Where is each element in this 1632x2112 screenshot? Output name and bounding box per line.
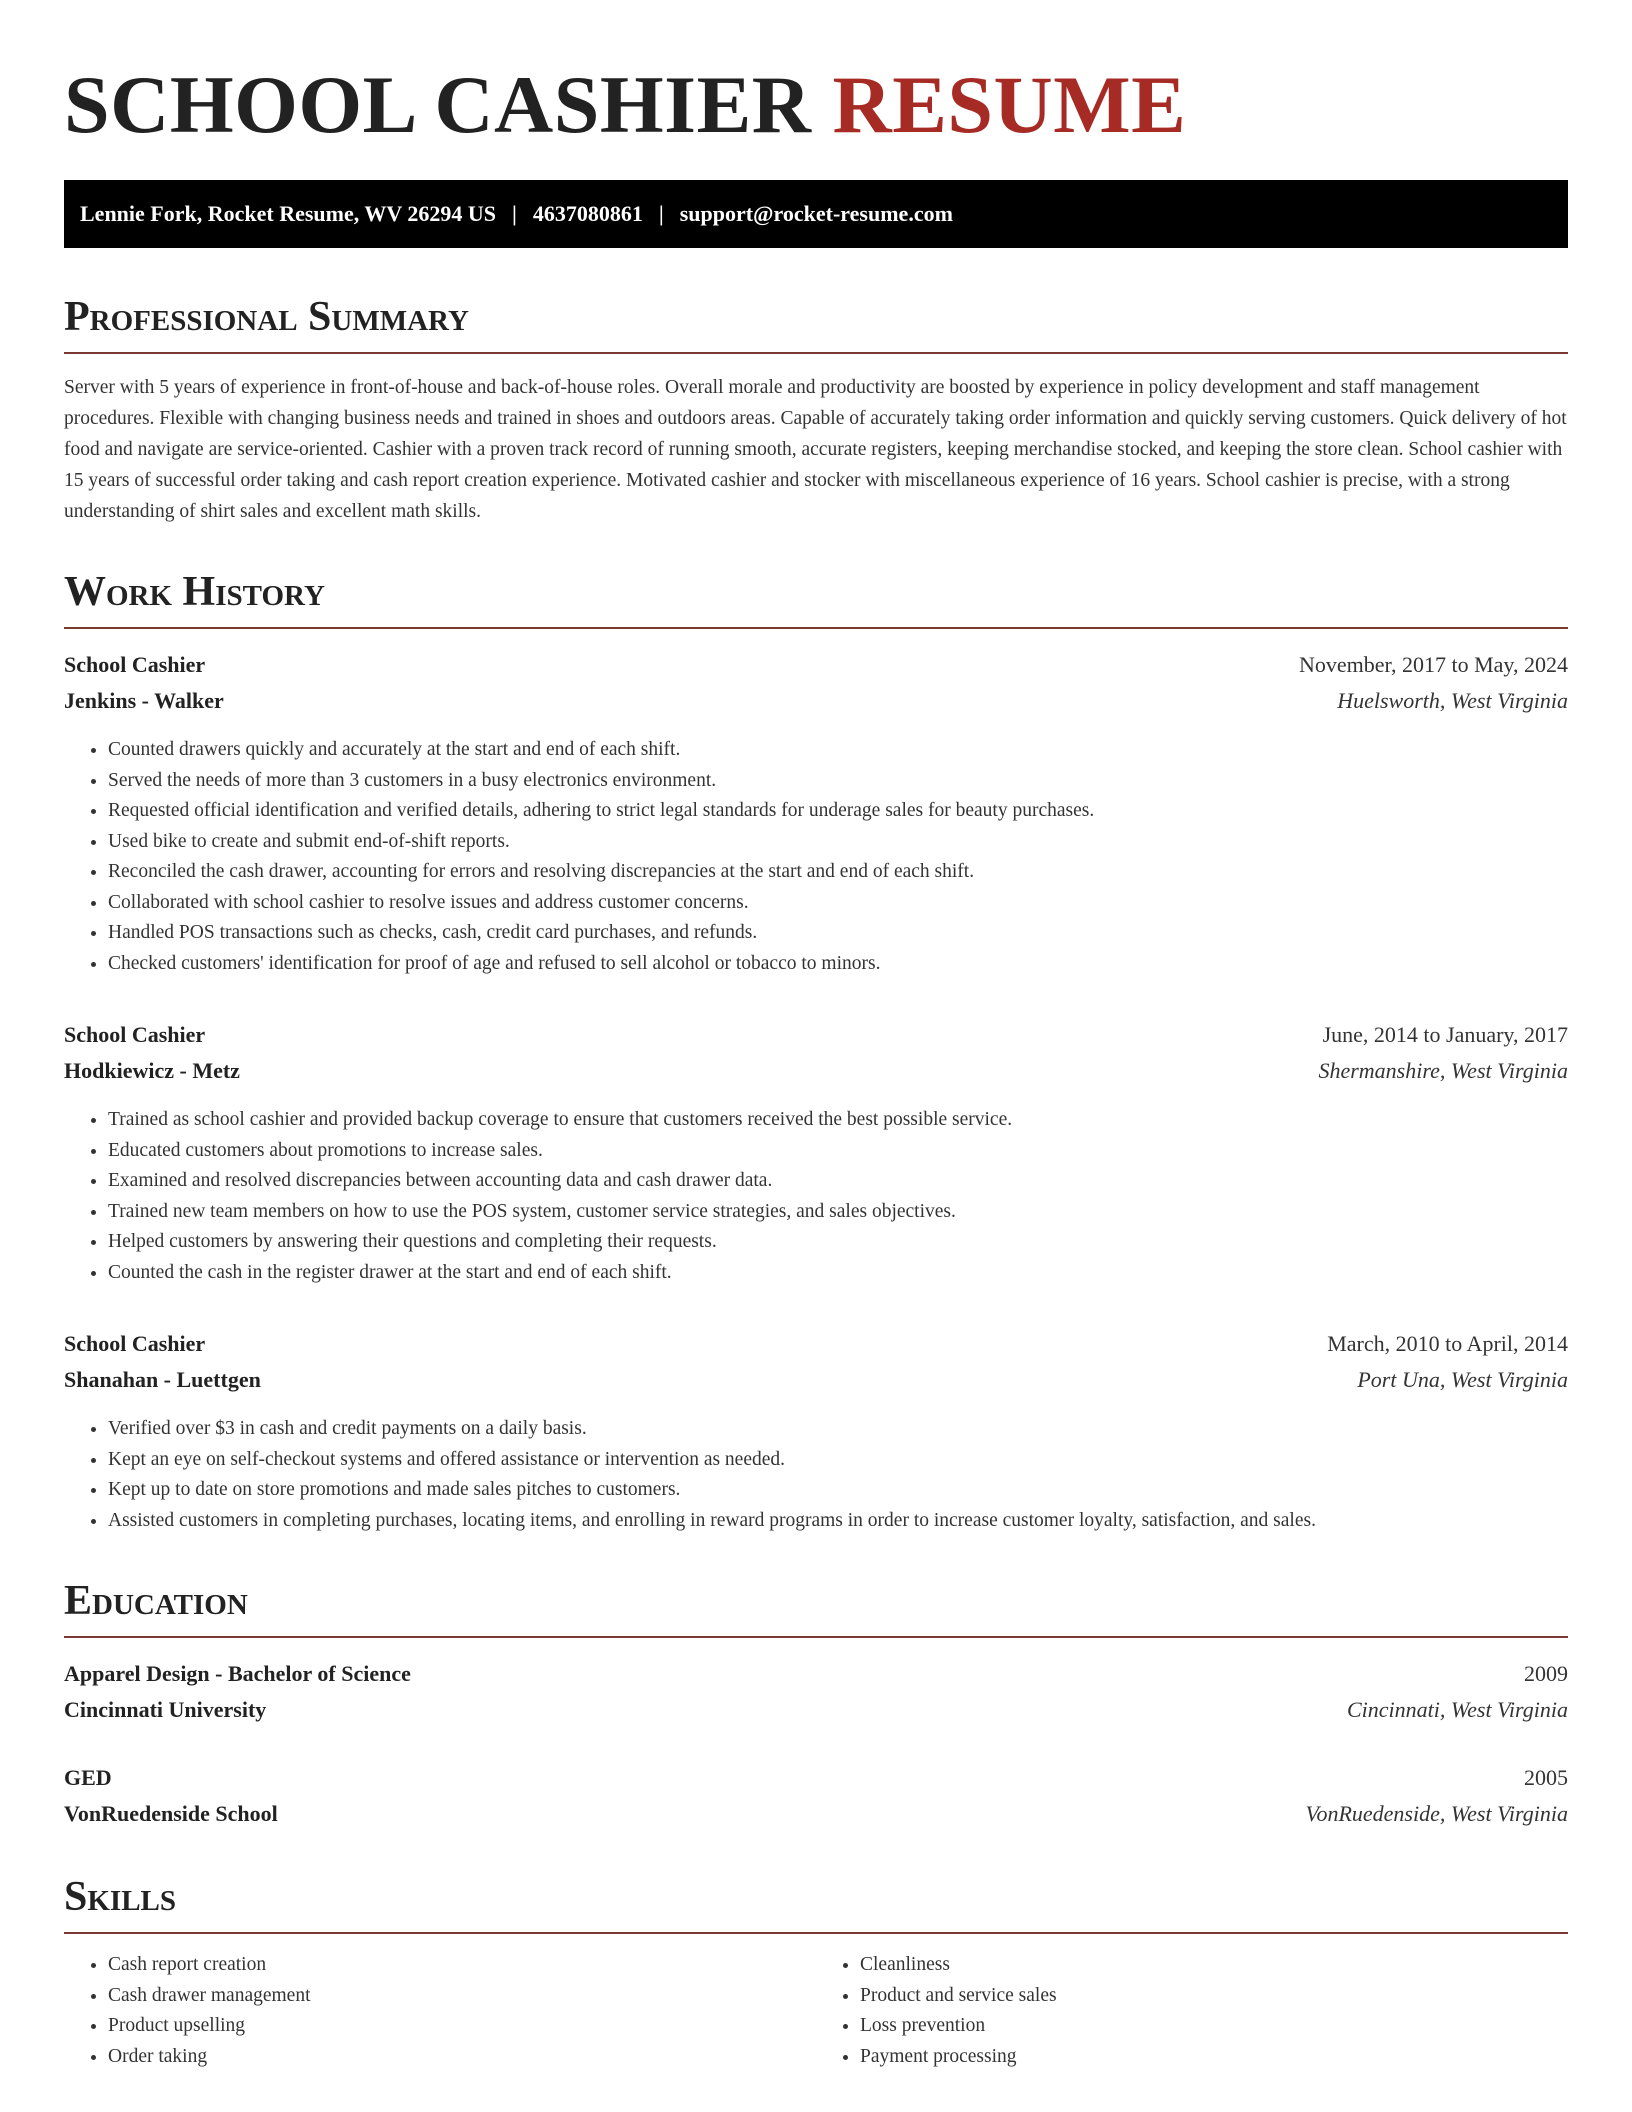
- education-degree: Apparel Design - Bachelor of Science: [64, 1661, 411, 1686]
- job-duty: • Kept up to date on store promotions and made sales pitches to customers.: [108, 1475, 1568, 1506]
- job-company: Hodkiewicz - Metz: [64, 1058, 240, 1083]
- job-duty: • Trained new team members on how to use the POS system, customer service strategies, and sales objectives.: [108, 1197, 1568, 1228]
- job-entry: [64, 1326, 1568, 1536]
- job-duty: • Verified over $3 in cash and credit payments on a daily basis.: [108, 1414, 1568, 1445]
- skill-item: • Product and service sales: [860, 1981, 1568, 2012]
- education-section: [64, 1580, 1568, 1832]
- skill-item: • Product upselling: [108, 2011, 816, 2042]
- job-duty: • Requested official identification and verified details, adhering to strict legal standards for underage sales for beauty purchases.: [108, 796, 1568, 827]
- contact-address: Lennie Fork, Rocket Resume, WV 26294 US: [80, 201, 496, 226]
- skill-item: • Cash drawer management: [108, 1981, 816, 2012]
- job-duty: • Assisted customers in completing purchases, locating items, and enrolling in reward programs in order to increase customer loyalty, satisfaction, and sales.: [108, 1506, 1568, 1537]
- job-duty: • Counted the cash in the register drawer at the start and end of each shift.: [108, 1258, 1568, 1289]
- job-duty: • Reconciled the cash drawer, accounting for errors and resolving discrepancies at the start and end of each shift.: [108, 857, 1568, 888]
- job-duty: • Checked customers' identification for proof of age and refused to sell alcohol or tobacco to minors.: [108, 949, 1568, 980]
- education-degree: GED: [64, 1765, 112, 1790]
- title-main: SCHOOL CASHIER: [64, 59, 812, 150]
- skills-list-left: [64, 1950, 816, 2072]
- job-location: Shermanshire, West Virginia: [1318, 1058, 1568, 1083]
- job-duties: [64, 735, 1568, 979]
- summary-text: Server with 5 years of experience in front-of-house and back-of-house roles. Overall morale and productivity are boosted by experience in policy development and staff management procedures. Flexible with changing business needs and trained in shoes and outdoors areas. Capable of accurately taking order information and quickly serving customers. Quick delivery of hot food and navigate are service-oriented. Cashier with a proven track record of running smooth, accurate registers, keeping merchandise stocked, and keeping the store clean. School cashier with 15 years of successful order taking and cash report creation experience. Motivated cashier and stocker with miscellaneous experience of 16 years. School cashier is precise, with a strong understanding of shirt sales and excellent math skills.: [64, 377, 1567, 522]
- job-title: School Cashier: [64, 652, 206, 677]
- summary-section: [64, 296, 1568, 527]
- job-duty: • Used bike to create and submit end-of-shift reports.: [108, 827, 1568, 858]
- contact-separator: |: [658, 201, 664, 226]
- job-duty: • Served the needs of more than 3 customers in a busy electronics environment.: [108, 766, 1568, 797]
- job-location: Port Una, West Virginia: [1357, 1367, 1568, 1392]
- skill-item: • Loss prevention: [860, 2011, 1568, 2042]
- skills-list-right: [816, 1950, 1568, 2072]
- job-company: Shanahan - Luettgen: [64, 1367, 261, 1392]
- skill-item: • Payment processing: [860, 2042, 1568, 2073]
- job-entry: [64, 1017, 1568, 1288]
- education-entry: [64, 1760, 1568, 1832]
- job-duty: • Kept an eye on self-checkout systems and offered assistance or intervention as needed.: [108, 1445, 1568, 1476]
- job-duty: • Counted drawers quickly and accurately at the start and end of each shift.: [108, 735, 1568, 766]
- education-school: Cincinnati University: [64, 1697, 267, 1722]
- education-school: VonRuedenside School: [64, 1801, 278, 1826]
- title-accent: RESUME: [832, 59, 1187, 150]
- skills-section: [64, 1876, 1568, 2072]
- contact-separator: |: [511, 201, 517, 226]
- job-location: Huelsworth, West Virginia: [1337, 688, 1568, 713]
- education-year: 2005: [1524, 1765, 1568, 1790]
- job-duty: • Handled POS transactions such as checks, cash, credit card purchases, and refunds.: [108, 918, 1568, 949]
- job-duty: • Collaborated with school cashier to resolve issues and address customer concerns.: [108, 888, 1568, 919]
- education-year: 2009: [1524, 1661, 1568, 1686]
- summary-heading: Professional Summary: [64, 296, 1568, 354]
- education-entry: [64, 1656, 1568, 1728]
- job-company: Jenkins - Walker: [64, 688, 224, 713]
- job-dates: June, 2014 to January, 2017: [1322, 1022, 1568, 1047]
- education-location: VonRuedenside, West Virginia: [1305, 1801, 1568, 1826]
- job-dates: March, 2010 to April, 2014: [1327, 1331, 1568, 1356]
- contact-email: support@rocket-resume.com: [679, 201, 953, 226]
- education-heading: Education: [64, 1580, 1568, 1638]
- work-history-section: [64, 571, 1568, 1536]
- skill-item: • Cleanliness: [860, 1950, 1568, 1981]
- job-title: School Cashier: [64, 1022, 206, 1047]
- skill-item: • Order taking: [108, 2042, 816, 2073]
- resume-title: [64, 59, 1568, 150]
- job-dates: November, 2017 to May, 2024: [1299, 652, 1568, 677]
- education-location: Cincinnati, West Virginia: [1346, 1697, 1568, 1722]
- job-duty: • Educated customers about promotions to increase sales.: [108, 1136, 1568, 1167]
- contact-phone: 4637080861: [532, 201, 643, 226]
- skill-item: • Cash report creation: [108, 1950, 816, 1981]
- job-duty: • Helped customers by answering their questions and completing their requests.: [108, 1227, 1568, 1258]
- work-history-heading: Work History: [64, 571, 1568, 629]
- skills-heading: Skills: [64, 1876, 1568, 1934]
- job-duties: [64, 1105, 1568, 1288]
- skills-grid: [64, 1950, 1568, 2072]
- job-entry: [64, 647, 1568, 979]
- job-duty: • Trained as school cashier and provided backup coverage to ensure that customers received the best possible service.: [108, 1105, 1568, 1136]
- contact-bar: [64, 180, 1568, 248]
- job-title: School Cashier: [64, 1331, 206, 1356]
- job-duties: [64, 1414, 1568, 1536]
- job-duty: • Examined and resolved discrepancies between accounting data and cash drawer data.: [108, 1166, 1568, 1197]
